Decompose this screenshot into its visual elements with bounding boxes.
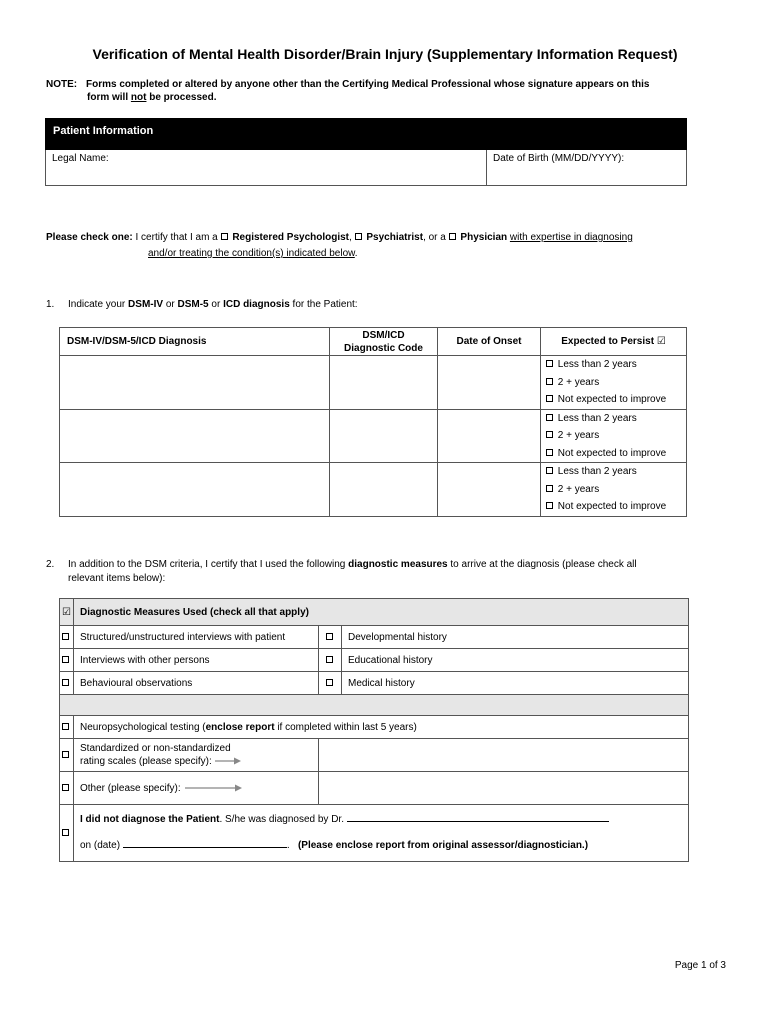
q2-line2: relevant items below): bbox=[68, 573, 166, 584]
q1-dsm5: DSM-5 bbox=[177, 299, 209, 310]
onset-cell[interactable] bbox=[438, 356, 541, 410]
expertise-text-2: and/or treating the condition(s) indicated below bbox=[148, 248, 355, 259]
other-text: Other (please specify): bbox=[80, 782, 181, 794]
physician-checkbox[interactable] bbox=[449, 233, 456, 240]
note bbox=[46, 78, 736, 104]
two-plus-checkbox[interactable] bbox=[546, 485, 553, 492]
on-date-end: . bbox=[286, 840, 290, 851]
opt-label: 2 + years bbox=[557, 376, 600, 388]
persist-options bbox=[541, 409, 687, 463]
separator-cell bbox=[60, 695, 689, 716]
note-line2-post: be processed. bbox=[146, 92, 217, 103]
other-checkbox[interactable] bbox=[62, 784, 69, 791]
patient-info-section bbox=[45, 118, 687, 186]
persist-options bbox=[541, 356, 687, 410]
enclose-note: (Please enclose report from original assessor/diagnostician.) bbox=[297, 840, 589, 851]
checked-box-icon: ☑ bbox=[60, 599, 74, 626]
dob-label: Date of Birth (MM/DD/YYYY): bbox=[493, 153, 625, 164]
rating-scales-label bbox=[74, 739, 319, 772]
date-line[interactable] bbox=[123, 837, 287, 848]
two-plus-checkbox[interactable] bbox=[546, 378, 553, 385]
developmental-history-checkbox[interactable] bbox=[326, 633, 333, 640]
psychologist-checkbox[interactable] bbox=[221, 233, 228, 240]
note-label: NOTE: bbox=[46, 79, 78, 90]
neuro-post: if completed within last 5 years) bbox=[274, 721, 417, 733]
q2-pre: In addition to the DSM criteria, I certify that I used the following bbox=[68, 559, 349, 570]
measure-row bbox=[60, 805, 689, 862]
measure-row bbox=[60, 649, 689, 672]
neuro-pre: Neuropsychological testing ( bbox=[80, 721, 206, 733]
measure-label: Educational history bbox=[342, 649, 689, 672]
table-row bbox=[60, 463, 687, 517]
arrow-right-icon bbox=[215, 757, 241, 765]
not-diag-bold: I did not diagnose the Patient bbox=[80, 814, 220, 825]
dob-field[interactable] bbox=[487, 150, 686, 185]
not-improve-checkbox[interactable] bbox=[546, 449, 553, 456]
onset-header: Date of Onset bbox=[438, 328, 541, 356]
code-header-1: DSM/ICD bbox=[362, 329, 405, 341]
rating-scales-checkbox[interactable] bbox=[62, 751, 69, 758]
question-2 bbox=[46, 558, 736, 586]
diagnosis-cell[interactable] bbox=[60, 463, 330, 517]
check-one-label: Please check one: bbox=[46, 232, 133, 243]
interviews-others-checkbox[interactable] bbox=[62, 656, 69, 663]
medical-history-checkbox[interactable] bbox=[326, 679, 333, 686]
table-row bbox=[60, 356, 687, 410]
opt-label: Less than 2 years bbox=[557, 359, 637, 370]
arrow-right-icon bbox=[183, 784, 243, 792]
on-date-label: on (date) bbox=[80, 840, 121, 851]
measure-label: Interviews with other persons bbox=[74, 649, 319, 672]
measure-label: Medical history bbox=[342, 672, 689, 695]
opt-label: 2 + years bbox=[557, 430, 600, 441]
measure-row bbox=[60, 739, 689, 772]
doctor-name-line[interactable] bbox=[347, 811, 609, 822]
code-header-2: Diagnostic Code bbox=[344, 342, 423, 354]
code-cell[interactable] bbox=[330, 463, 438, 517]
not-diagnosed-checkbox[interactable] bbox=[62, 829, 69, 836]
diagnosis-table bbox=[59, 327, 687, 517]
measure-row bbox=[60, 716, 689, 739]
neuropsych-label bbox=[74, 716, 689, 739]
measure-label: Structured/unstructured interviews with patient bbox=[74, 626, 319, 649]
neuro-bold: enclose report bbox=[205, 721, 275, 733]
page-title: Verification of Mental Health Disorder/Brain Injury (Supplementary Information Request) bbox=[92, 46, 678, 62]
q2-number: 2. bbox=[46, 559, 55, 570]
onset-cell[interactable] bbox=[438, 409, 541, 463]
less-than-2-checkbox[interactable] bbox=[546, 467, 553, 474]
q2-bold: diagnostic measures bbox=[348, 559, 448, 570]
patient-info-header: Patient Information bbox=[45, 118, 687, 150]
rating-line2: rating scales (please specify): bbox=[80, 756, 212, 767]
note-line2-pre: form will bbox=[87, 92, 131, 103]
diagnosis-header: DSM-IV/DSM-5/ICD Diagnosis bbox=[60, 328, 330, 356]
not-improve-checkbox[interactable] bbox=[546, 502, 553, 509]
q1-number: 1. bbox=[46, 299, 55, 310]
other-specify-field[interactable] bbox=[319, 772, 689, 805]
diagnosis-cell[interactable] bbox=[60, 409, 330, 463]
onset-cell[interactable] bbox=[438, 463, 541, 517]
measure-row bbox=[60, 672, 689, 695]
table-row bbox=[60, 409, 687, 463]
q2-post: to arrive at the diagnosis (please check all bbox=[447, 559, 637, 570]
neuropsych-checkbox[interactable] bbox=[62, 723, 69, 730]
measure-label: Behavioural observations bbox=[74, 672, 319, 695]
opt-label: Less than 2 years bbox=[557, 412, 637, 424]
psychiatrist-checkbox[interactable] bbox=[355, 233, 362, 240]
expertise-text: with expertise in diagnosing bbox=[509, 232, 633, 243]
q1-pre: Indicate your bbox=[68, 299, 129, 310]
opt-label: Not expected to improve bbox=[557, 447, 667, 459]
psychiatrist-label: Psychiatrist bbox=[366, 232, 424, 243]
measures-header-row bbox=[60, 599, 689, 626]
note-line1: Forms completed or altered by anyone other than the Certifying Medical Professional whose signature appears on this bbox=[86, 79, 650, 90]
measures-table bbox=[59, 598, 689, 862]
psychologist-label: Registered Psychologist bbox=[232, 232, 350, 243]
legal-name-label: Legal Name: bbox=[52, 153, 109, 164]
question-1 bbox=[46, 299, 358, 310]
less-than-2-checkbox[interactable] bbox=[546, 414, 553, 421]
measure-row bbox=[60, 772, 689, 805]
persist-header bbox=[541, 328, 687, 356]
opt-label: Not expected to improve bbox=[557, 501, 667, 512]
measure-row bbox=[60, 626, 689, 649]
opt-label: 2 + years bbox=[557, 483, 600, 495]
code-cell[interactable] bbox=[330, 356, 438, 410]
page-number: Page 1 of 3 bbox=[674, 960, 726, 971]
note-not: not bbox=[130, 92, 147, 103]
physician-label: Physician bbox=[460, 232, 508, 243]
checked-box-icon: ☑ bbox=[656, 336, 666, 347]
q1-or1: or bbox=[163, 299, 178, 310]
persist-header-label: Expected to Persist bbox=[561, 336, 655, 347]
code-cell[interactable] bbox=[330, 409, 438, 463]
separator-row bbox=[60, 695, 689, 716]
code-header bbox=[330, 328, 438, 356]
not-improve-checkbox[interactable] bbox=[546, 395, 553, 402]
sep2: , or a bbox=[423, 232, 449, 243]
q1-dsm4: DSM-IV bbox=[128, 299, 164, 310]
not-diagnosed-label bbox=[74, 805, 689, 862]
sep1: , bbox=[349, 232, 355, 243]
credential-check bbox=[46, 230, 746, 262]
not-diag-post: . S/he was diagnosed by Dr. bbox=[219, 814, 344, 825]
diagnosis-cell[interactable] bbox=[60, 356, 330, 410]
rating-line1: Standardized or non-standardized bbox=[80, 743, 231, 754]
measures-header: Diagnostic Measures Used (check all that apply) bbox=[74, 599, 689, 626]
check-one-text: I certify that I am a bbox=[132, 232, 221, 243]
less-than-2-checkbox[interactable] bbox=[546, 360, 553, 367]
opt-label: Less than 2 years bbox=[557, 466, 637, 477]
two-plus-checkbox[interactable] bbox=[546, 431, 553, 438]
q1-or2: or bbox=[208, 299, 224, 310]
other-label bbox=[74, 772, 319, 805]
rating-scales-specify-field[interactable] bbox=[319, 739, 689, 772]
persist-options bbox=[541, 463, 687, 517]
expertise-end: . bbox=[354, 248, 358, 259]
behavioural-observations-checkbox[interactable] bbox=[62, 679, 69, 686]
legal-name-field[interactable] bbox=[46, 150, 487, 185]
measure-label: Developmental history bbox=[342, 626, 689, 649]
opt-label: Not expected to improve bbox=[557, 394, 667, 405]
interviews-patient-checkbox[interactable] bbox=[62, 633, 69, 640]
q1-icd: ICD diagnosis bbox=[223, 299, 290, 310]
q1-post: for the Patient: bbox=[289, 299, 358, 310]
educational-history-checkbox[interactable] bbox=[326, 656, 333, 663]
